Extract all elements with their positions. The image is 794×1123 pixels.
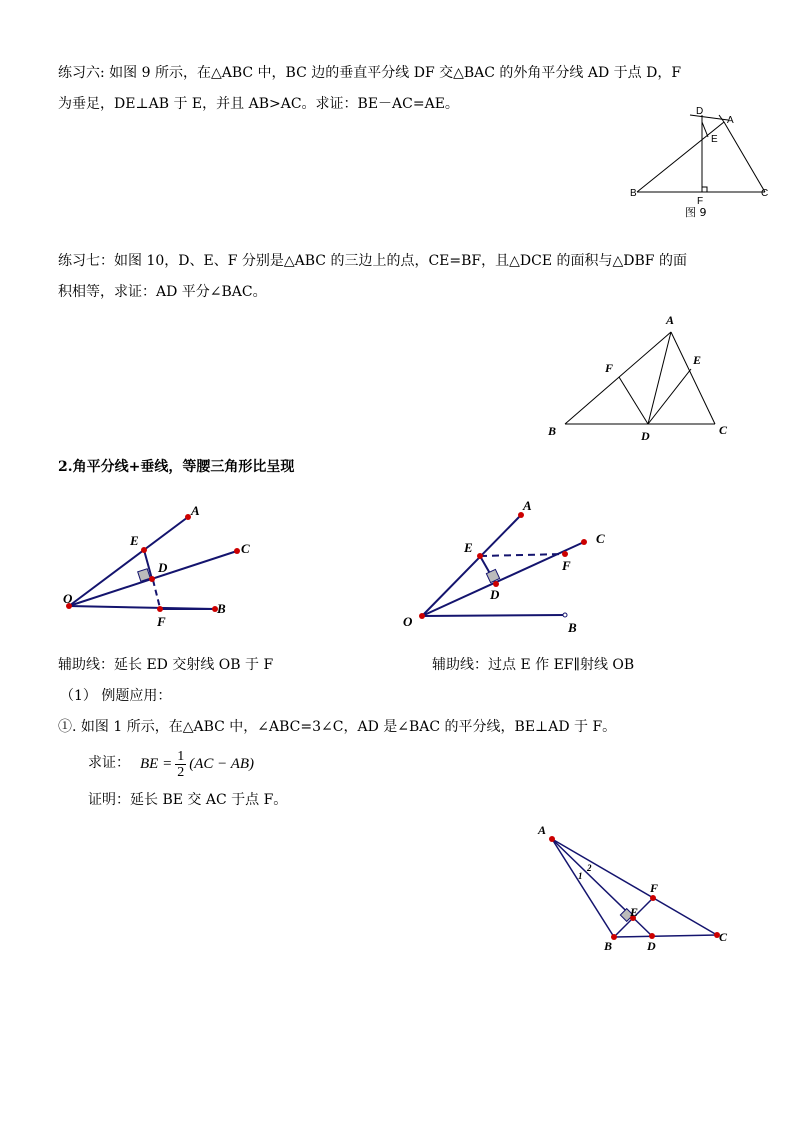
section2-heading: 2.角平分线+垂线，等腰三角形比呈现: [58, 459, 295, 475]
fig9-label-a: A: [727, 115, 734, 126]
exercise7-line2: 积相等，求证：AD 平分∠BAC。: [58, 284, 267, 300]
fig1-label-2: 2: [587, 863, 592, 873]
figR-label-c: C: [596, 531, 605, 546]
fig1-label-f: F: [650, 881, 659, 895]
example-question-1: ①. 如图 1 所示，在△ABC 中，∠ABC=3∠C，AD 是∠BAC 的平分线，BE⊥AD 于 F。: [58, 719, 617, 735]
exercise7-line1: 练习七：如图 10，D、E、F 分别是△ABC 的三边上的点，CE=BF，且△DCE 的面积与△DBF 的面: [58, 253, 687, 269]
figR-label-b: B: [568, 620, 577, 635]
figR-label-f: F: [562, 558, 571, 573]
fig10-label-e: E: [693, 353, 702, 367]
fig10-label-a: A: [666, 313, 675, 327]
fig9-label-f: F: [697, 196, 704, 207]
figL-label-o: O: [63, 591, 73, 606]
fig1-label-1: 1: [578, 871, 583, 881]
fig9-caption: 图 9: [685, 206, 707, 219]
fig10-label-f: F: [605, 361, 614, 375]
prove-label: 求证：: [88, 755, 130, 771]
figure-bisector-extend: [55, 500, 275, 630]
figR-label-o: O: [403, 614, 413, 629]
exercise6-line2: 为垂足，DE⊥AB 于 E，并且 AB>AC。求证：BE－AC=AE。: [58, 96, 459, 112]
fig1-label-e: E: [630, 905, 639, 919]
aux-line-left: 辅助线：延长 ED 交射线 OB 于 F: [58, 657, 274, 673]
fig9-label-e: E: [711, 134, 718, 145]
figL-label-a: A: [191, 503, 200, 518]
formula-left: BE =: [140, 755, 173, 772]
formula-fraction: [175, 749, 186, 780]
fig10-label-c: C: [719, 423, 728, 437]
figR-label-a: A: [523, 498, 532, 513]
figL-label-f: F: [157, 614, 166, 629]
fraction-numerator: 1: [177, 748, 185, 764]
figure-bisector-parallel: [400, 495, 630, 635]
figR-label-d: D: [490, 587, 500, 602]
formula: [140, 744, 254, 784]
figL-label-e: E: [130, 533, 139, 548]
figR-label-e: E: [464, 540, 473, 555]
formula-right: (AC − AB): [189, 755, 255, 772]
figL-label-d: D: [158, 560, 168, 575]
fig10-label-b: B: [548, 424, 557, 438]
fraction-denominator: 2: [177, 764, 185, 780]
fig1-label-b: B: [604, 939, 613, 953]
fig1-label-d: D: [647, 939, 656, 953]
proof-line: 证明：延长 BE 交 AC 于点 F。: [88, 792, 288, 808]
aux-line-right: 辅助线：过点 E 作 EF∥射线 OB: [432, 657, 635, 673]
figL-label-c: C: [241, 541, 250, 556]
fig1-label-c: C: [719, 930, 728, 944]
fig10-label-d: D: [641, 429, 650, 443]
fig9-label-c: C: [761, 188, 769, 199]
figure-10: [540, 310, 740, 443]
fig9-label-d: D: [696, 106, 704, 117]
figure-1: [530, 820, 740, 960]
figL-label-b: B: [217, 601, 226, 616]
fig1-label-a: A: [538, 823, 547, 837]
fig9-label-b: B: [630, 188, 637, 199]
figure-9: [620, 100, 780, 225]
exercise6-line1: 练习六: 如图 9 所示，在△ABC 中，BC 边的垂直平分线 DF 交△BAC 的外角平分线 AD 于点 D，F: [58, 65, 682, 81]
example-subheading: （1） 例题应用：: [60, 688, 172, 704]
